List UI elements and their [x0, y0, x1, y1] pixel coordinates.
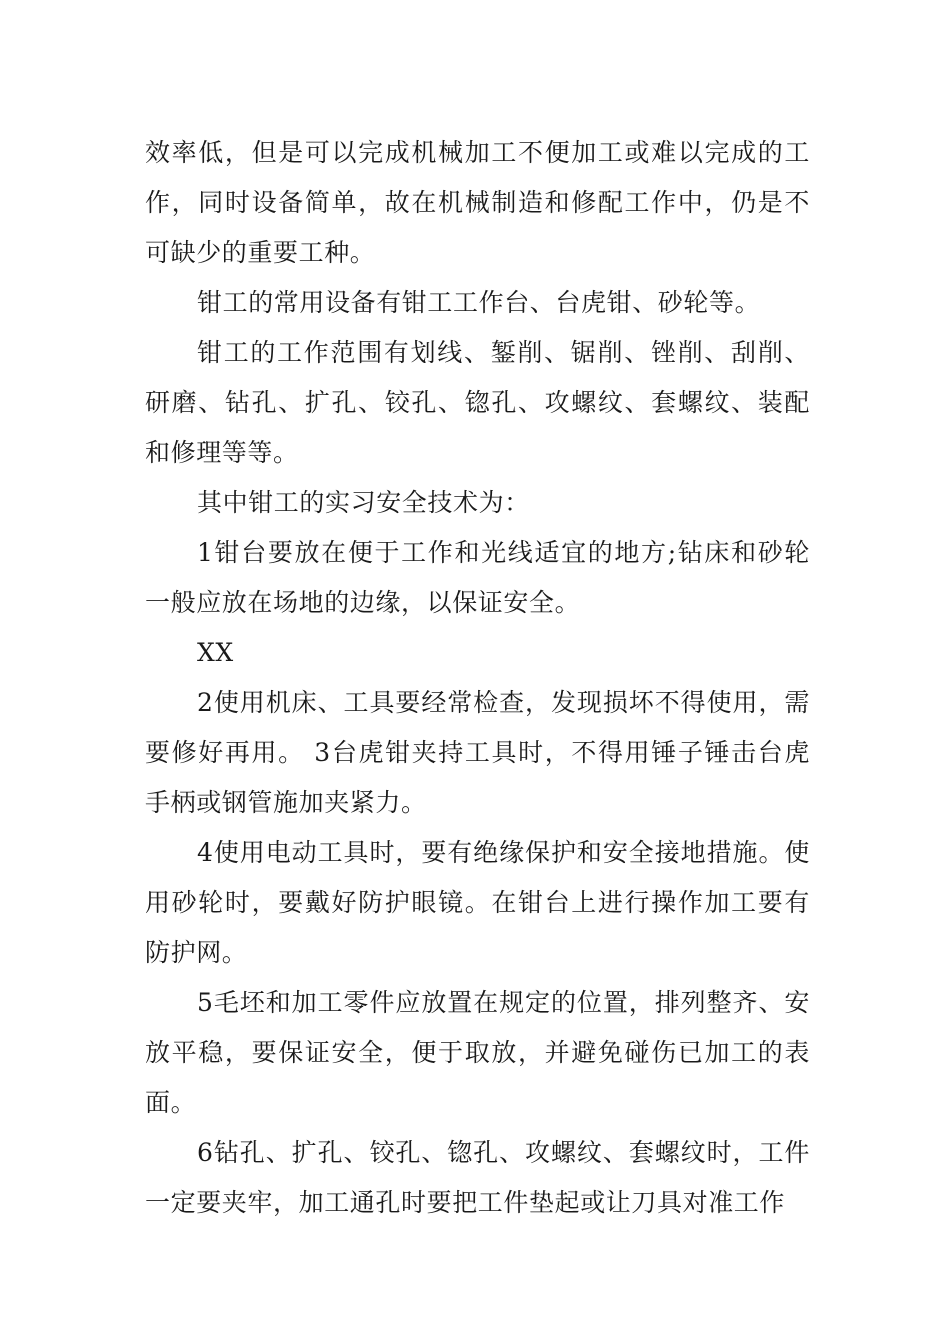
document-body — [145, 128, 810, 1228]
paragraph-safety-rule-5: 5毛坯和加工零件应放置在规定的位置，排列整齐、安放平稳，要保证安全，便于取放，并避免碰伤已加工的表面。 — [145, 988, 810, 1117]
paragraph-work-scope: 钳工的工作范围有划线、錾削、锯削、锉削、刮削、研磨、钻孔、扩孔、铰孔、锪孔、攻螺纹、套螺纹、装配和修理等等。 — [145, 338, 810, 467]
paragraph-safety-rule-1: 1钳台要放在便于工作和光线适宜的地方;钻床和砂轮一般应放在场地的边缘，以保证安全。 — [145, 538, 810, 617]
paragraph-safety-rule-4: 4使用电动工具时，要有绝缘保护和安全接地措施。使用砂轮时，要戴好防护眼镜。在钳台上进行操作加工要有防护网。 — [145, 838, 810, 967]
paragraph-safety-intro: 其中钳工的实习安全技术为： — [197, 488, 530, 517]
paragraph-equipment: 钳工的常用设备有钳工工作台、台虎钳、砂轮等。 — [197, 288, 761, 317]
paragraph-placeholder-xx: XX — [197, 638, 234, 667]
paragraph-continuation: 效率低，但是可以完成机械加工不便加工或难以完成的工作，同时设备简单，故在机械制造和修配工作中，仍是不可缺少的重要工种。 — [145, 138, 810, 267]
paragraph-safety-rule-2-3: 2使用机床、工具要经常检查，发现损坏不得使用，需要修好再用。 3台虎钳夹持工具时，不得用锤子锤击台虎手柄或钢管施加夹紧力。 — [145, 688, 810, 817]
paragraph-safety-rule-6: 6钻孔、扩孔、铰孔、锪孔、攻螺纹、套螺纹时，工件一定要夹牢，加工通孔时要把工件垫起或让刀具对准工作 — [145, 1138, 810, 1217]
